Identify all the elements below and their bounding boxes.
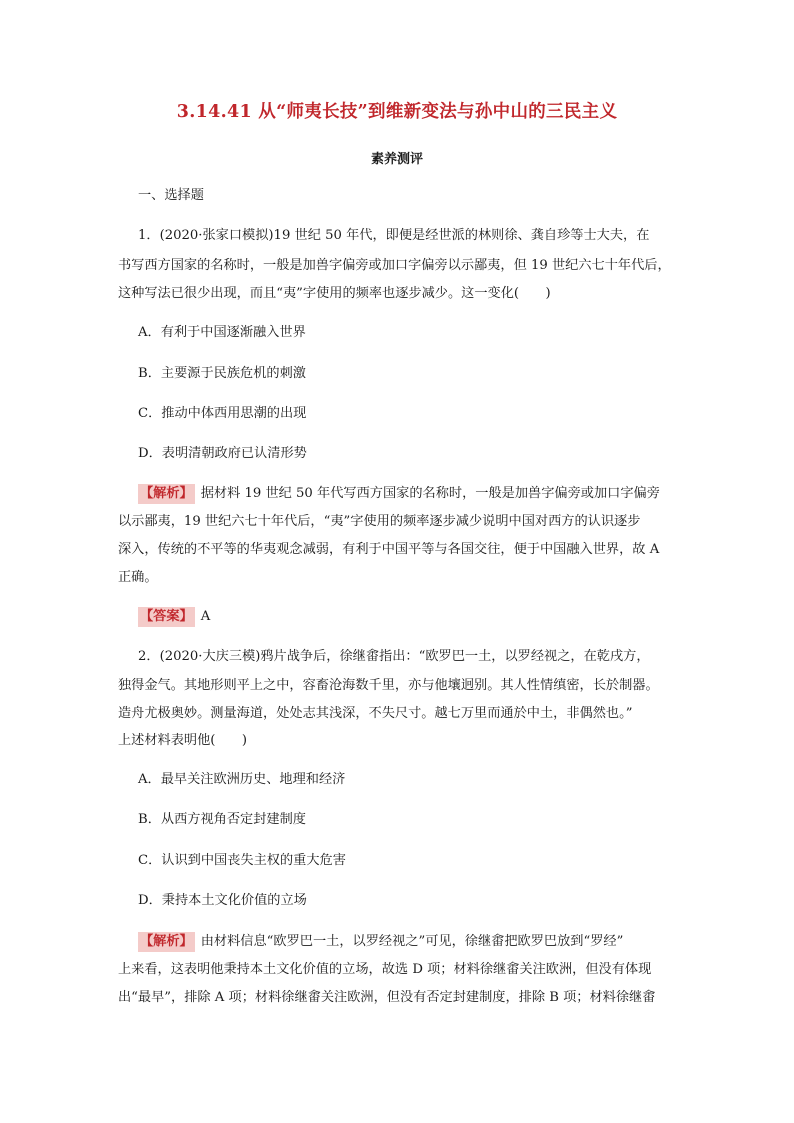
q2-stem-line-4: 上述材料表明他( ) [118,733,247,748]
q2-analysis-text: 由材料信息“欧罗巴一土，以罗经视之”可见，徐继畬把欧罗巴放到“罗经” [200,934,624,949]
q1-stem-line-3: 这种写法已很少出现，而且“夷”字使用的频率也逐步减少。这一变化( ) [118,286,551,301]
q2-option-b: B．从西方视角否定封建制度 [138,812,306,827]
q2-stem-line-3: 造舟尤极奥妙。测量海道，处处志其浅深，不失尺寸。越七万里而通於中土，非偶然也。” [118,706,633,721]
q2-stem-line-1: 2．(2020·大庆三模)鸦片战争后，徐继畬指出：“欧罗巴一土，以罗经视之，在乾戌方， [138,649,650,664]
q1-analysis-line-1 [138,484,708,504]
q2-analysis-line-3: 出“最早”，排除 A 项；材料徐继畬关注欧洲，但没有否定封建制度，排除 B 项；材料徐继畬 [118,990,656,1005]
q2-analysis-line-2: 上来看，这表明他秉持本土文化价值的立场，故选 D 项；材料徐继畬关注欧洲，但没有体现 [118,962,652,977]
answer-tag: 【答案】 [138,607,195,627]
q1-option-d: D．表明清朝政府已认清形势 [138,446,307,461]
q2-stem-line-2: 独得金气。其地形则平上之中，容畜沧海数千里，亦与他壤迥别。其人性情缜密，长於制器。 [118,678,659,693]
q2-option-c: C．认识到中国丧失主权的重大危害 [138,853,346,868]
q1-answer-line [138,607,708,627]
q1-option-c: C．推动中体西用思潮的出现 [138,406,307,421]
analysis-tag: 【解析】 [138,932,195,952]
q1-stem-line-2: 书写西方国家的名称时，一般是加兽字偏旁或加口字偏旁以示鄙夷，但 19 世纪六七十年代后， [118,258,671,273]
q2-analysis-line-1 [138,932,708,952]
page-subtitle: 素养测评 [370,152,423,167]
q1-analysis-line-4: 正确。 [118,570,158,585]
q1-analysis-line-3: 深入，传统的不平等的华夷观念减弱，有利于中国平等与各国交往，便于中国融入世界，故 A [118,542,660,557]
analysis-tag: 【解析】 [138,484,195,504]
q1-analysis-text: 据材料 19 世纪 50 年代写西方国家的名称时，一般是加兽字偏旁或加口字偏旁 [200,486,660,501]
q1-option-b: B．主要源于民族危机的刺激 [138,366,306,381]
q1-stem-line-1: 1．(2020·张家口模拟)19 世纪 50 年代，即便是经世派的林则徐、龚自珍等士大夫，在 [138,228,650,243]
q2-option-d: D．秉持本土文化价值的立场 [138,893,307,908]
q1-option-a: A．有利于中国逐渐融入世界 [138,325,306,340]
q2-option-a: A．最早关注欧洲历史、地理和经济 [138,772,346,787]
q1-answer: A [200,609,211,624]
page-title: 3.14.41 从“师夷长技”到维新变法与孙中山的三民主义 [176,102,618,122]
q1-analysis-line-2: 以示鄙夷，19 世纪六七十年代后，“夷”字使用的频率逐步减少说明中国对西方的认识逐步 [118,514,641,529]
section-heading: 一、选择题 [138,188,204,203]
